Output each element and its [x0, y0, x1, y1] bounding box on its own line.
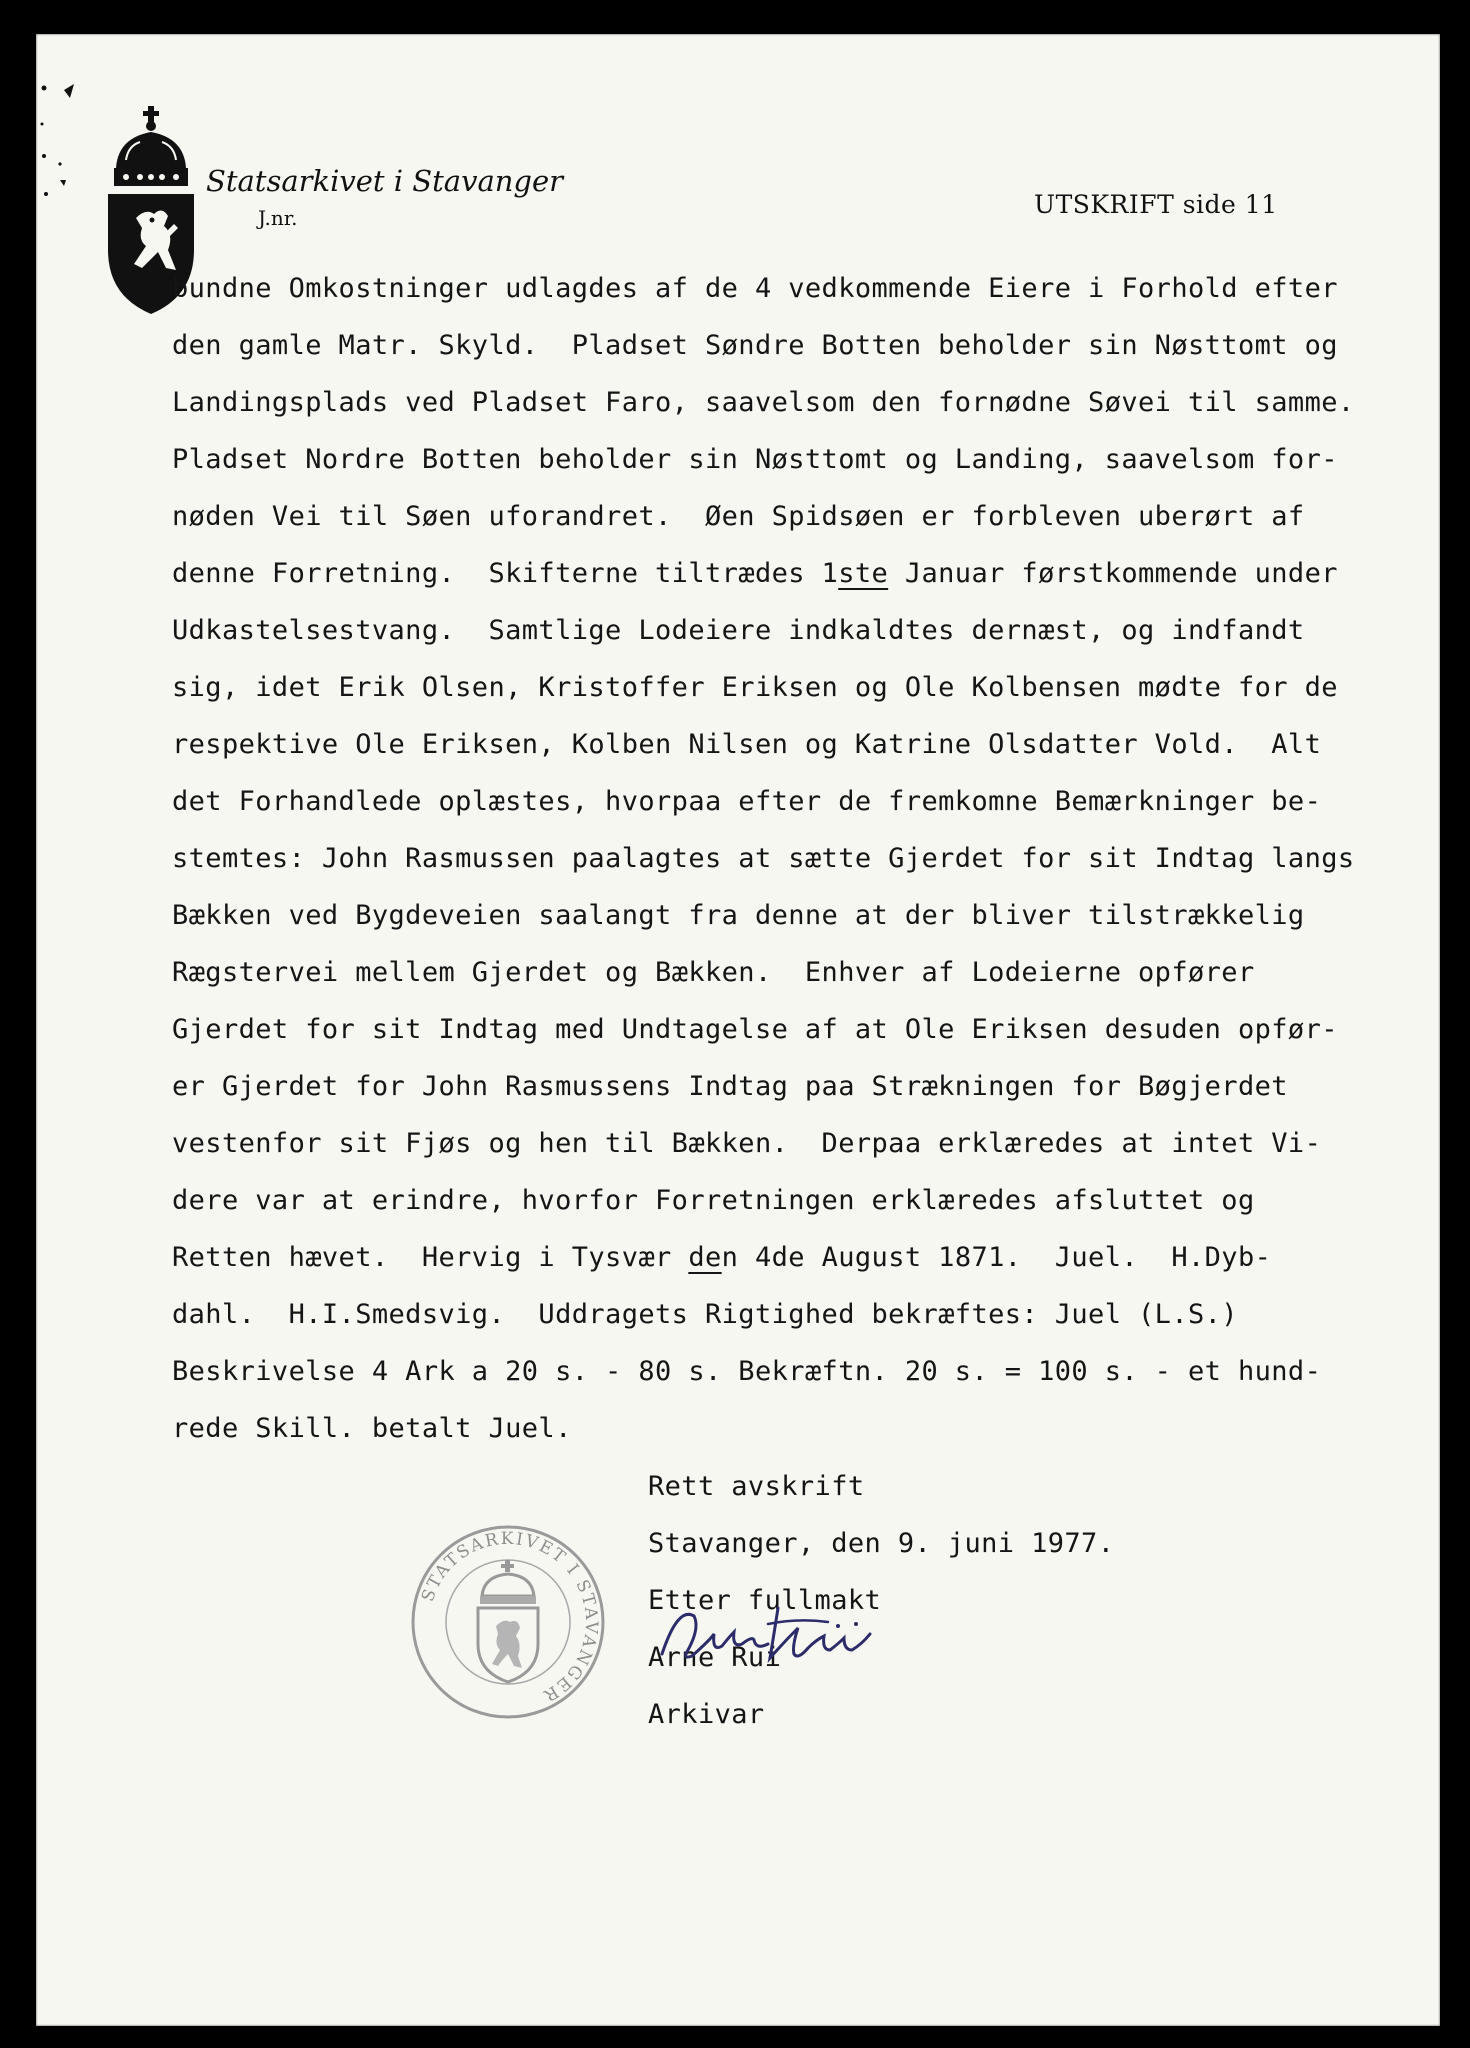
body-line: Bækken ved Bygdeveien saalangt fra denne at der bliver tilstrækkelig: [172, 900, 1305, 931]
body-line: Retten hævet. Hervig i Tysvær den 4de August 1871. Juel. H.Dyb-: [172, 1242, 1272, 1273]
body-line: Rægstervei mellem Gjerdet og Bækken. Enhver af Lodeierne opfører: [172, 957, 1255, 988]
body-line: denne Forretning. Skifterne tiltrædes 1ste Januar førstkommende under: [172, 558, 1338, 589]
body-line: respektive Ole Eriksen, Kolben Nilsen og Katrine Olsdatter Vold. Alt: [172, 729, 1322, 760]
body-line: Pladset Nordre Botten beholder sin Nøsttomt og Landing, saavelsom for-: [172, 444, 1338, 475]
statsarkivet-stamp-seal: [410, 1524, 606, 1720]
signatory-title: Arkivar: [648, 1699, 765, 1730]
body-line: er Gjerdet for John Rasmussens Indtag paa Strækningen for Bøgjerdet: [172, 1071, 1288, 1102]
body-line: stemtes: John Rasmussen paalagtes at sætte Gjerdet for sit Indtag langs: [172, 843, 1355, 874]
signatory-name: Arne Rui: [648, 1642, 782, 1673]
place-date: Stavanger, den 9. juni 1977.: [648, 1528, 1115, 1559]
seal-text: STATSARKIVET I STAVANGER: [418, 1528, 602, 1706]
transcript-body: [172, 260, 1402, 1457]
authority-label: Etter fullmakt: [648, 1585, 882, 1616]
body-line: den gamle Matr. Skyld. Pladset Søndre Botten beholder sin Nøsttomt og: [172, 330, 1338, 361]
certified-copy-label: Rett avskrift: [648, 1471, 865, 1502]
body-line: Landingsplads ved Pladset Faro, saavelsom den fornødne Søvei til samme.: [172, 387, 1355, 418]
body-line: Beskrivelse 4 Ark a 20 s. - 80 s. Bekræftn. 20 s. = 100 s. - et hund-: [172, 1356, 1322, 1387]
body-line: vestenfor sit Fjøs og hen til Bækken. Derpaa erklæredes at intet Vi-: [172, 1128, 1322, 1159]
underlined-text: ste: [838, 558, 889, 589]
journal-number-label: J.nr.: [258, 206, 298, 230]
body-line: nøden Vei til Søen uforandret. Øen Spidsøen er forbleven uberørt af: [172, 501, 1305, 532]
underlined-text: de: [688, 1242, 722, 1273]
body-line: dere var at erindre, hvorfor Forretningen erklæredes afsluttet og: [172, 1185, 1255, 1216]
body-line: dahl. H.I.Smedsvig. Uddragets Rigtighed bekræftes: Juel (L.S.): [172, 1299, 1238, 1330]
body-line: Gjerdet for sit Indtag med Undtagelse af at Ole Eriksen desuden opfør-: [172, 1014, 1338, 1045]
body-line: bundne Omkostninger udlagdes af de 4 vedkommende Eiere i Forhold efter: [172, 273, 1338, 304]
handwritten-signature: [648, 1588, 978, 1688]
page-label: UTSKRIFT side 11: [1034, 190, 1278, 219]
body-line: det Forhandlede oplæstes, hvorpaa efter de fremkomne Bemærkninger be-: [172, 786, 1322, 817]
body-line: Udkastelsestvang. Samtlige Lodeiere indkaldtes dernæst, og indfandt: [172, 615, 1305, 646]
body-line: rede Skill. betalt Juel.: [172, 1413, 572, 1444]
body-line: sig, idet Erik Olsen, Kristoffer Eriksen og Ole Kolbensen mødte for de: [172, 672, 1338, 703]
document-page: [36, 34, 1440, 2026]
institution-name: Statsarkivet i Stavanger: [206, 164, 564, 198]
